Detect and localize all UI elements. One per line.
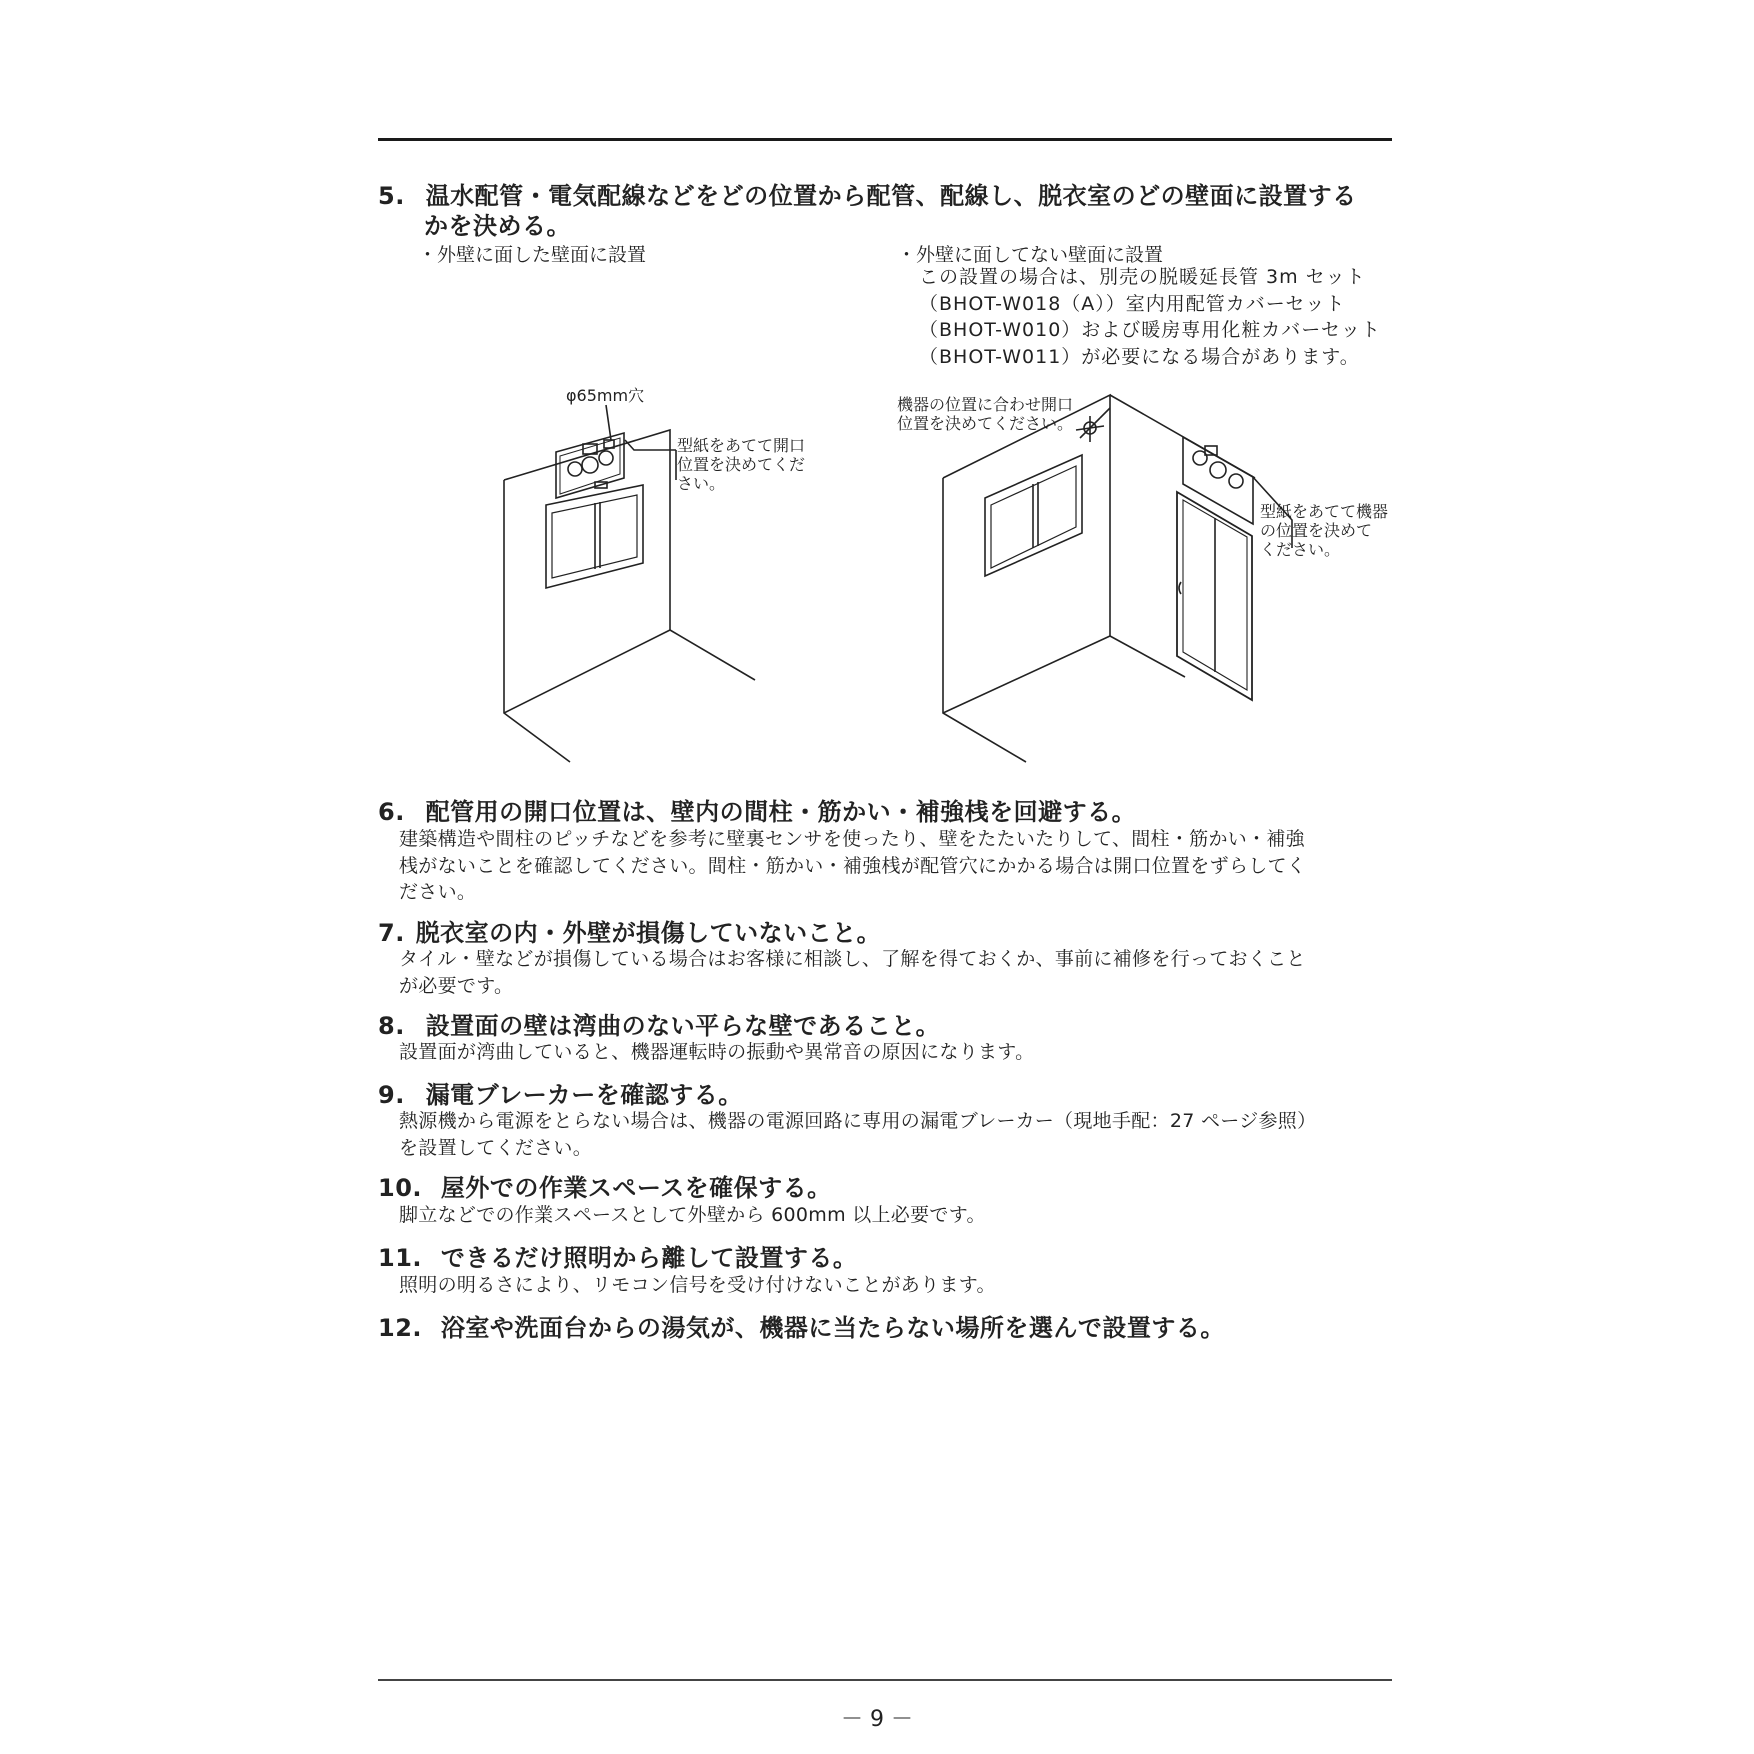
- section-8-heading: [378, 1006, 940, 1041]
- body-line: タイル・壁などが損傷している場合はお客様に相談し、了解を得ておくか、事前に補修を行っておくこと: [399, 948, 1306, 970]
- body-line: が必要です。: [399, 974, 514, 997]
- note-line: 型紙をあてて機器: [1260, 502, 1389, 521]
- body-line: 設置面が湾曲していると、機器運転時の振動や異常音の原因になります。: [399, 1041, 1035, 1063]
- note-line: さい。: [677, 474, 726, 493]
- bottom-rule: [378, 1679, 1392, 1681]
- note-line: ください。: [1260, 540, 1341, 559]
- section-6-heading: [378, 792, 1136, 827]
- template-note-right: [1260, 502, 1388, 559]
- section-7-body: [399, 946, 1306, 999]
- section-number: 5.: [378, 182, 405, 210]
- body-line: 建築構造や間柱のピッチなどを参考に壁裏センサを使ったり、壁をたたいたりして、間柱・筋かい・補強: [399, 828, 1305, 850]
- section-number: 12.: [378, 1314, 423, 1342]
- note-line: 型紙をあてて開口: [677, 436, 806, 455]
- note-line: の位置を決めて: [1260, 521, 1373, 540]
- section-5-heading-line2: かを決める。: [424, 212, 571, 240]
- right-figure-caption: ・外壁に面してない壁面に設置: [897, 244, 1164, 266]
- heading-text: 脱衣室の内・外壁が損傷していないこと。: [415, 919, 882, 947]
- left-figure-caption: ・外壁に面した壁面に設置: [418, 244, 647, 266]
- section-number: 10.: [378, 1174, 423, 1202]
- section-9-heading: [378, 1075, 743, 1110]
- page-number: － 9 －: [841, 1707, 913, 1732]
- opening-note-right: [897, 395, 1073, 433]
- section-number: 6.: [378, 798, 405, 826]
- section-10-heading: [378, 1168, 832, 1203]
- note-line: （BHOT-W010）および暖房専用化粧カバーセット: [919, 319, 1381, 341]
- heading-text: 屋外での作業スペースを確保する。: [440, 1174, 832, 1202]
- heading-text: できるだけ照明から離して設置する。: [440, 1244, 858, 1272]
- body-line: 照明の明るさにより、リモコン信号を受け付けないことがあります。: [399, 1274, 996, 1296]
- section-number: 11.: [378, 1244, 423, 1272]
- section-number: 8.: [378, 1012, 405, 1040]
- note-line: この設置の場合は、別売の脱暖延長管 3m セット: [919, 266, 1366, 288]
- section-10-body: [399, 1202, 986, 1229]
- section-11-heading: [378, 1238, 857, 1273]
- note-line: 位置を決めてくだ: [677, 455, 806, 474]
- heading-text: 温水配管・電気配線などをどの位置から配管、配線し、脱衣室のどの壁面に設置する: [425, 182, 1357, 210]
- note-line: 位置を決めてください。: [897, 414, 1074, 433]
- note-line: （BHOT-W018（A））室内用配管カバーセット: [919, 292, 1346, 315]
- section-6-body: [399, 826, 1306, 906]
- section-number: 7.: [378, 919, 405, 947]
- body-line: ださい。: [399, 881, 477, 903]
- section-12-heading: [378, 1308, 1225, 1343]
- body-line: 熱源機から電源をとらない場合は、機器の電源回路に専用の漏電ブレーカー（現地手配：27 ページ参照）: [399, 1110, 1317, 1132]
- section-8-body: [399, 1039, 1034, 1066]
- body-line: 桟がないことを確認してください。間柱・筋かい・補強桟が配管穴にかかる場合は開口位置をずらしてく: [399, 854, 1307, 877]
- body-line: 脚立などでの作業スペースとして外壁から 600mm 以上必要です。: [399, 1204, 986, 1226]
- body-line: を設置してください。: [399, 1136, 593, 1159]
- heading-text: 浴室や洗面台からの湯気が、機器に当たらない場所を選んで設置する。: [440, 1314, 1225, 1342]
- heading-text: 配管用の開口位置は、壁内の間柱・筋かい・補強桟を回避する。: [425, 798, 1137, 826]
- section-11-body: [399, 1272, 996, 1299]
- section-7-heading: [378, 913, 881, 948]
- hole-label: φ65mm穴: [566, 386, 645, 405]
- heading-text: 設置面の壁は湾曲のない平らな壁であること。: [425, 1012, 941, 1040]
- note-line: （BHOT-W011）が必要になる場合があります。: [919, 345, 1360, 368]
- section-number: 9.: [378, 1081, 405, 1109]
- note-line: 機器の位置に合わせ開口: [897, 395, 1074, 414]
- section-9-body: [399, 1108, 1316, 1161]
- heading-text: 漏電ブレーカーを確認する。: [425, 1081, 743, 1109]
